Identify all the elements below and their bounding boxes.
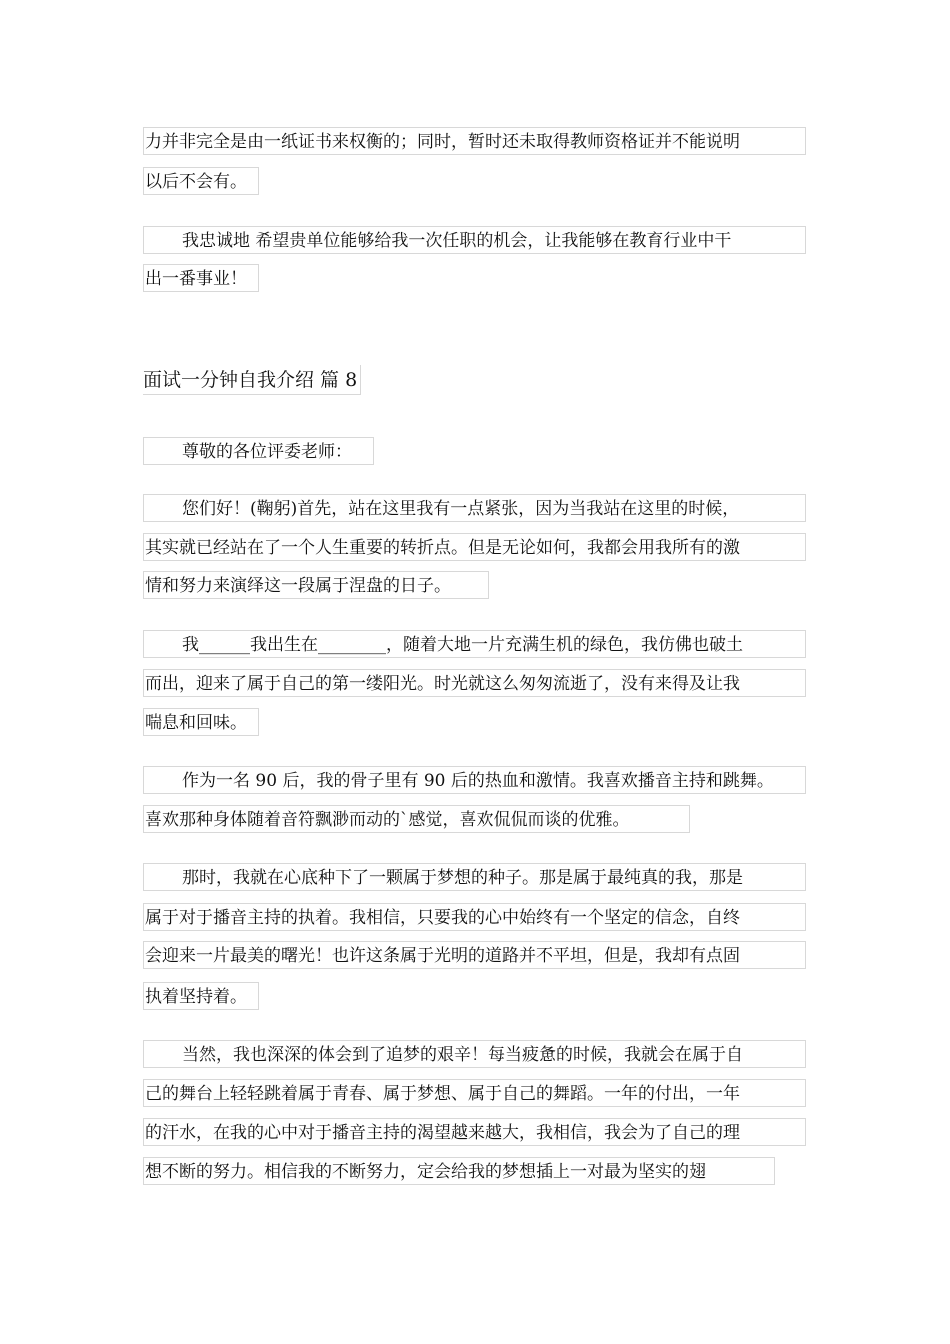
paragraph-line: 属于对于播音主持的执着。我相信，只要我的心中始终有一个坚定的信念，自终	[143, 903, 806, 931]
paragraph-line: 力并非完全是由一纸证书来权衡的；同时，暂时还未取得教师资格证并不能说明	[143, 127, 806, 155]
paragraph-line: 作为一名 90 后，我的骨子里有 90 后的热血和激情。我喜欢播音主持和跳舞。	[143, 766, 806, 794]
paragraph-line: 想不断的努力。相信我的不断努力，定会给我的梦想插上一对最为坚实的翅	[143, 1157, 775, 1185]
paragraph-line: 会迎来一片最美的曙光！也许这条属于光明的道路并不平坦，但是，我却有点固	[143, 941, 806, 969]
paragraph-line: 出一番事业！	[143, 264, 259, 292]
section-heading: 面试一分钟自我介绍 篇 8	[143, 365, 361, 395]
paragraph-line: 的汗水，在我的心中对于播音主持的渴望越来越大，我相信，我会为了自己的理	[143, 1118, 806, 1146]
paragraph-line: 喜欢那种身体随着音符飘渺而动的`感觉，喜欢侃侃而谈的优雅。	[143, 805, 690, 833]
paragraph-line: 以后不会有。	[143, 167, 259, 195]
greeting-line: 尊敬的各位评委老师：	[143, 437, 374, 465]
paragraph-line: 执着坚持着。	[143, 982, 259, 1010]
paragraph-line: 您们好！(鞠躬)首先，站在这里我有一点紧张，因为当我站在这里的时候，	[143, 494, 806, 522]
paragraph-line: 我______我出生在________，随着大地一片充满生机的绿色，我仿佛也破土	[143, 630, 806, 658]
paragraph-line: 情和努力来演绎这一段属于涅盘的日子。	[143, 571, 489, 599]
paragraph-line: 而出，迎来了属于自己的第一缕阳光。时光就这么匆匆流逝了，没有来得及让我	[143, 669, 806, 697]
paragraph-line: 当然，我也深深的体会到了追梦的艰辛！每当疲惫的时候，我就会在属于自	[143, 1040, 806, 1068]
paragraph-line: 其实就已经站在了一个人生重要的转折点。但是无论如何，我都会用我所有的激	[143, 533, 806, 561]
paragraph-line: 那时，我就在心底种下了一颗属于梦想的种子。那是属于最纯真的我，那是	[143, 863, 806, 891]
paragraph-line: 我忠诚地 希望贵单位能够给我一次任职的机会，让我能够在教育行业中干	[143, 226, 806, 254]
paragraph-line: 己的舞台上轻轻跳着属于青春、属于梦想、属于自己的舞蹈。一年的付出，一年	[143, 1079, 806, 1107]
paragraph-line: 喘息和回味。	[143, 708, 259, 736]
